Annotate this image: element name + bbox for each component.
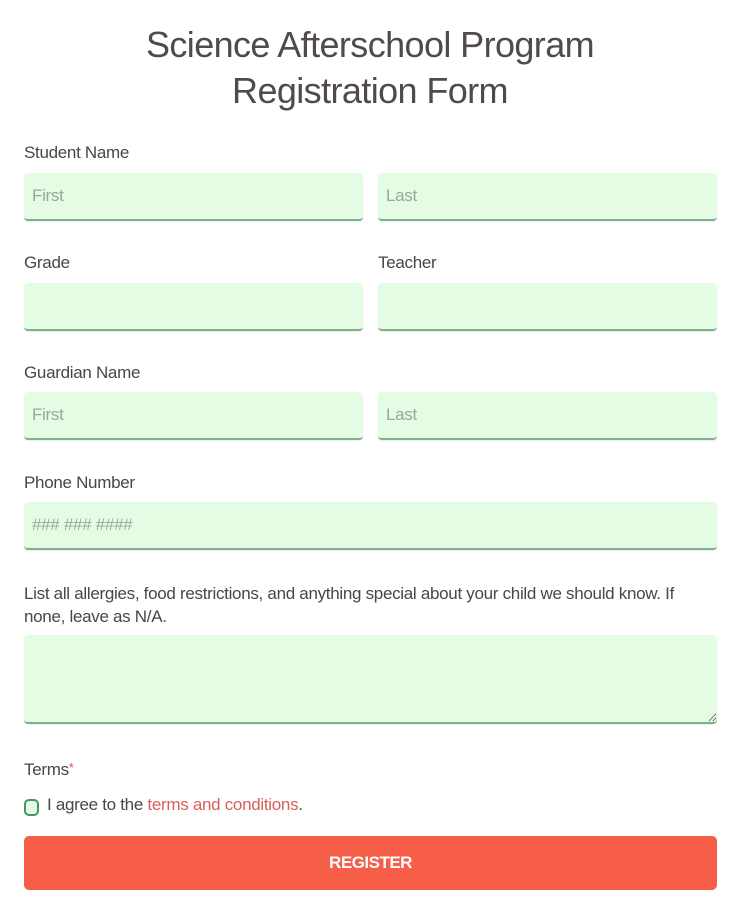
guardian-name-label: Guardian Name: [24, 363, 141, 382]
terms-agree-suffix: .: [298, 795, 303, 814]
page-title-line-1: Science Afterschool Program: [145, 24, 595, 65]
required-asterisk: *: [68, 760, 74, 775]
allergies-textarea[interactable]: [24, 635, 717, 724]
teacher-label: Teacher: [378, 253, 437, 272]
terms-label: [24, 760, 74, 780]
register-button[interactable]: REGISTER: [24, 836, 717, 890]
terms-agree-text: [47, 795, 303, 815]
student-first-name-input[interactable]: [24, 173, 363, 221]
page-title: [0, 22, 740, 114]
guardian-last-name-input[interactable]: [378, 392, 717, 440]
terms-label-text: Terms: [24, 760, 69, 779]
page-title-line-2: Registration Form: [232, 70, 508, 111]
terms-and-conditions-link[interactable]: terms and conditions: [147, 795, 299, 814]
phone-number-input[interactable]: [24, 502, 717, 550]
teacher-input[interactable]: [378, 283, 717, 331]
student-name-label: Student Name: [24, 143, 130, 162]
student-last-name-input[interactable]: [378, 173, 717, 221]
grade-label: Grade: [24, 253, 70, 272]
terms-agree-prefix: I agree to the: [47, 795, 148, 814]
guardian-first-name-input[interactable]: [24, 392, 363, 440]
grade-input[interactable]: [24, 283, 363, 331]
phone-number-label: Phone Number: [24, 473, 135, 492]
allergies-label: List all allergies, food restrictions, and anything special about your child we should know. If none, leave as N/A.: [24, 584, 674, 626]
terms-checkbox[interactable]: [24, 799, 39, 816]
